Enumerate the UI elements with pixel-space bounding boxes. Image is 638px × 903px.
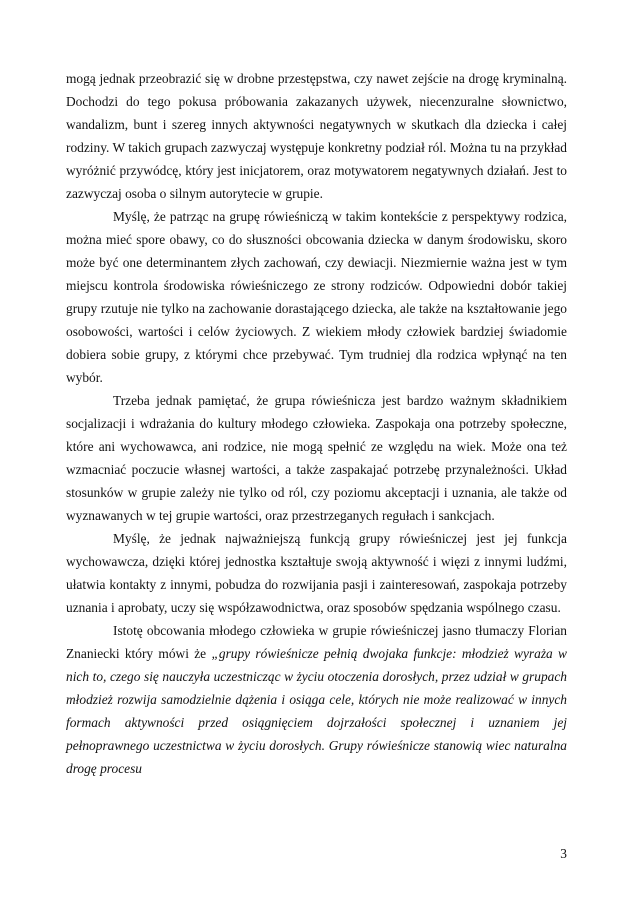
paragraph-4: Myślę, że jednak najważniejszą funkcją grupy rówieśniczej jest jej funkcja wychowawcza, dzięki której jednostka kształtuje swoją aktywność i więzi z innymi ludźmi, ułatwia kontakty z innymi, pobudza do rozwijania pasji i zainteresowań, zaspokaja potrzeby uznania i aprobaty, uczy się współzawodnictwa, oraz sposobów spędzania wspólnego czasu. <box>66 531 567 615</box>
page-number: 3 <box>560 846 567 861</box>
document-body <box>66 67 567 780</box>
paragraph-2: Myślę, że patrząc na grupę rówieśniczą w takim kontekście z perspektywy rodzica, można mieć spore obawy, co do słuszności obcowania dziecka w danym środowisku, skoro może być one determinantem złych zachowań, czy dewiacji. Niezmiernie ważna jest w tym miejscu kontrola środowiska rówieśniczego ze strony rodziców. Odpowiedni dobór takiej grupy rzutuje nie tylko na zachowanie dorastającego dziecka, ale także na kształtowanie jego osobowości, wartości i celów życiowych. Z wiekiem młody człowiek bardziej świadomie dobiera sobie grupy, z którymi chce przebywać. Tym trudniej dla rodzica wpłynąć na ten wybór. <box>66 209 567 385</box>
paragraph-5 <box>66 619 567 780</box>
paragraph-3: Trzeba jednak pamiętać, że grupa rówieśnicza jest bardzo ważnym składnikiem socjalizacji i wdrażania do kultury młodego człowieka. Zaspokaja ona potrzeby społeczne, które ani wychowawca, ani rodzice, nie mogą spełnić ze względu na wiek. Może ona też wzmacniać poczucie własnej wartości, a także zaspakajać potrzebę przynależności. Układ stosunków w grupie zależy nie tylko od ról, czy poziomu akceptacji i uznania, ale także od wyznawanych w tej grupie wartości, oraz przestrzeganych regułach i sankcjach. <box>66 393 567 523</box>
znaniecki-quote: „grupy rówieśnicze pełnią dwojaka funkcje: młodzież wyraża w nich to, czego się nauczyła uczestnicząc w życiu otoczenia dorosłych, przez udział w grupach młodzież rozwija samodzielnie dążenia i osiąga cele, których nie może realizować w innych formach aktywności przed osiągnięciem dojrzałości społecznej i uznaniem jej pełnoprawnego uczestnictwa w życiu dorosłych. Grupy rówieśnicze stanowią wiec naturalna drogę procesu <box>66 646 567 776</box>
paragraph-1: mogą jednak przeobrazić się w drobne przestępstwa, czy nawet zejście na drogę kryminalną. Dochodzi do tego pokusa próbowania zakazanych używek, niecenzuralne słownictwo, wandalizm, bunt i szereg innych aktywności negatywnych w skutkach dla dziecka i całej rodziny. W takich grupach zazwyczaj występuje konkretny podział ról. Można tu na przykład wyróżnić przywódcę, który jest inicjatorem, oraz motywatorem negatywnych działań. Jest to zazwyczaj osoba o silnym autorytecie w grupie. <box>66 71 567 201</box>
paragraph-5-lead: Istotę obcowania młodego człowieka w grupie rówieśniczej jasno tłumaczy Florian Znaniecki który mówi że <box>66 623 567 661</box>
